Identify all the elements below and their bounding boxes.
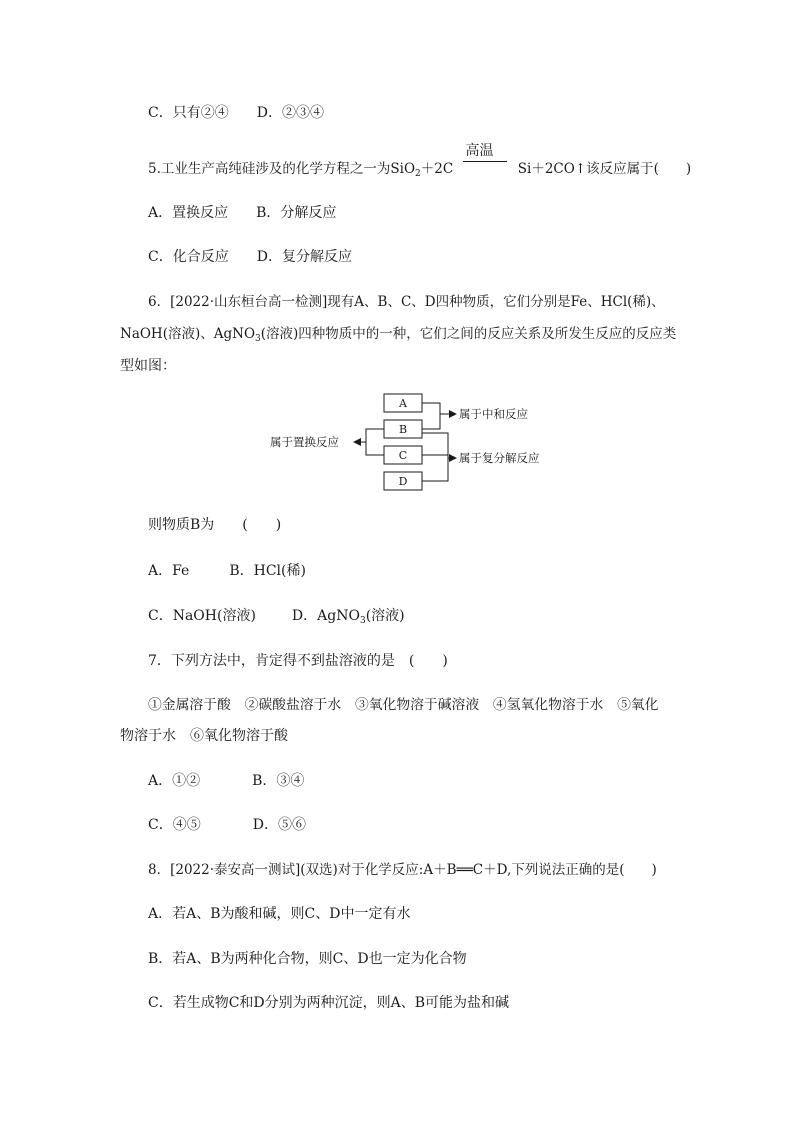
q5-condition-label: 高温 xyxy=(465,143,494,159)
q5-options-ab xyxy=(148,203,336,223)
q7-option-d: D．⑤⑥ xyxy=(252,817,306,833)
q7-stem: 7．下列方法中，肯定得不到盐溶液的是 ( ) xyxy=(148,653,448,669)
q5-subscript: 2 xyxy=(415,169,421,179)
q6-option-d: D．AgNO xyxy=(291,608,360,624)
bracket-bc xyxy=(366,429,384,455)
box-b-label: B xyxy=(398,423,408,436)
q6-line2-text: NaOH(溶液)、AgNO xyxy=(120,326,256,342)
label-displacement: 属于置换反应 xyxy=(270,435,339,449)
q5-stem-plus: ＋2C xyxy=(420,161,454,177)
q6-stem-line2 xyxy=(120,324,676,344)
q5-condition-bar xyxy=(463,161,507,162)
q6-option-c: C．NaOH(溶液) xyxy=(148,608,256,624)
q7-items-line2: 物溶于水 ⑥氧化物溶于酸 xyxy=(120,728,288,744)
q5-option-c: C．化合反应 xyxy=(148,249,229,265)
q5-stem-text: 5.工业生产高纯硅涉及的化学方程之一为SiO xyxy=(148,161,416,177)
q6-line2-end: (溶液)四种物质中的一种，它们之间的反应关系及所发生反应的反应类 xyxy=(260,326,677,342)
q8-option-b: B．若A、B为两种化合物，则C、D也一定为化合物 xyxy=(148,951,467,967)
box-d-label: D xyxy=(398,475,408,488)
q7-option-c: C．④⑤ xyxy=(148,817,201,833)
q6-option-b: B．HCl(稀) xyxy=(229,563,306,579)
q5-stem xyxy=(148,143,692,179)
q6-option-d-end: (溶液) xyxy=(365,608,405,624)
q5-option-a: A．置换反应 xyxy=(148,205,229,221)
q7-option-a: A．①② xyxy=(148,773,201,789)
q6-line2-subscript: 3 xyxy=(255,334,261,344)
q5-options-cd xyxy=(148,247,352,267)
box-a-label: A xyxy=(399,397,407,410)
q7-options-cd xyxy=(148,815,306,835)
q7-option-b: B．③④ xyxy=(252,773,305,789)
q7-items-line1: ①金属溶于酸 ②碳酸盐溶于水 ③氧化物溶于碱溶液 ④氢氧化物溶于水 ⑤氧化 xyxy=(148,697,659,713)
q6-stem-line1: 6．[2022·山东桓台高一检测]现有A、B、C、D四种物质，它们分别是Fe、HCl(稀)、 xyxy=(148,294,665,310)
q6-options-cd xyxy=(148,606,405,626)
q6-ask: 则物质B为 ( ) xyxy=(148,517,282,533)
label-double-displacement: 属于复分解反应 xyxy=(459,451,540,465)
q4-options xyxy=(148,103,324,123)
bracket-ab xyxy=(422,403,440,429)
q4-option-c: C．只有②④ xyxy=(148,105,229,121)
q6-stem-line3: 型如图： xyxy=(120,358,176,374)
bracket-bd xyxy=(422,433,448,481)
q5-option-d: D．复分解反应 xyxy=(256,249,352,265)
q7-options-ab xyxy=(148,771,304,791)
q8-stem: 8．[2022·泰安高一测试](双选)对于化学反应:A＋B══C＋D,下列说法正确的是( ) xyxy=(148,862,657,878)
q8-option-a: A．若A、B为酸和碱，则C、D中一定有水 xyxy=(148,906,411,922)
q6-options-ab xyxy=(148,561,306,581)
reaction-diagram xyxy=(262,388,562,496)
q6-option-d-subscript: 3 xyxy=(359,616,366,626)
q5-stem-end: Si＋2CO↑该反应属于( ) xyxy=(517,161,692,177)
q5-reaction-condition xyxy=(463,143,507,173)
q8-option-c: C．若生成物C和D分别为两种沉淀，则A、B可能为盐和碱 xyxy=(148,995,510,1011)
label-neutralization: 属于中和反应 xyxy=(459,407,528,421)
q6-option-a: A．Fe xyxy=(148,563,190,579)
box-c-label: C xyxy=(398,449,408,462)
q4-option-d: D．②③④ xyxy=(256,105,324,121)
q5-option-b: B．分解反应 xyxy=(256,205,337,221)
